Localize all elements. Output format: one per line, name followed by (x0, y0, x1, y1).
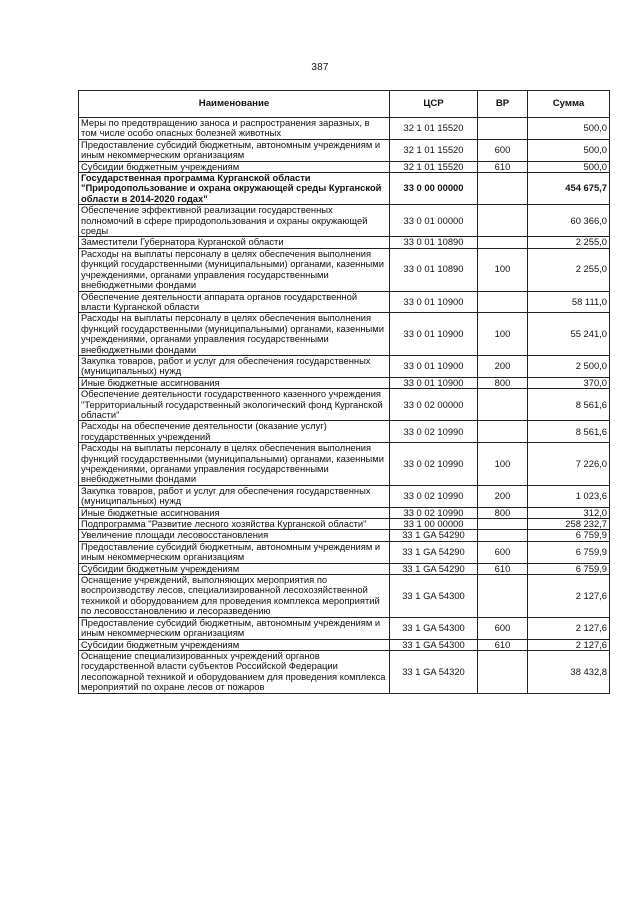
row-vr-code (478, 519, 528, 530)
row-csr-code: 33 1 GA 54290 (390, 563, 478, 574)
row-name: Субсидии бюджетным учреждениям (79, 639, 390, 650)
row-sum: 500,0 (528, 118, 610, 140)
row-sum: 6 759,9 (528, 563, 610, 574)
row-name: Государственная программа Курганской области "Природопользование и охрана окружающей среды Курганской области в 2014-2020 годах" (79, 173, 390, 205)
row-csr-code: 33 0 01 00000 (390, 205, 478, 237)
row-vr-code: 100 (478, 443, 528, 486)
row-sum: 370,0 (528, 377, 610, 388)
row-name: Меры по предотвращению заноса и распространения заразных, в том числе особо опасных болезней животных (79, 118, 390, 140)
row-name: Расходы на выплаты персоналу в целях обеспечения выполнения функций государственными (муниципальными) органами, казенными учреждениями, органами управления государственными внебюджетными фондами (79, 248, 390, 291)
row-csr-code: 33 0 02 10990 (390, 507, 478, 518)
budget-table (78, 90, 610, 694)
row-vr-code: 610 (478, 639, 528, 650)
row-sum: 2 500,0 (528, 355, 610, 377)
table-row (79, 377, 610, 388)
row-vr-code: 100 (478, 248, 528, 291)
table-row (79, 530, 610, 541)
table-row (79, 507, 610, 518)
row-name: Обеспечение эффективной реализации государственных полномочий в сфере природопользования и охраны окружающей среды (79, 205, 390, 237)
row-name: Расходы на выплаты персоналу в целях обеспечения выполнения функций государственными (муниципальными) органами, казенными учреждениями, органами управления государственными внебюджетными фондами (79, 443, 390, 486)
row-vr-code (478, 421, 528, 443)
row-sum: 500,0 (528, 161, 610, 172)
table-row (79, 355, 610, 377)
row-sum: 2 255,0 (528, 248, 610, 291)
row-vr-code: 600 (478, 139, 528, 161)
row-name: Оснащение специализированных учреждений органов государственной власти субъектов Российской Федерации лесопожарной техникой и оборудованием для проведения комплекса мероприятий по охране лесов от пожаров (79, 650, 390, 693)
table-header-row (79, 91, 610, 118)
row-name: Иные бюджетные ассигнования (79, 377, 390, 388)
row-csr-code: 32 1 01 15520 (390, 139, 478, 161)
row-vr-code (478, 118, 528, 140)
row-name: Расходы на обеспечение деятельности (оказание услуг) государственных учреждений (79, 421, 390, 443)
row-sum: 60 366,0 (528, 205, 610, 237)
row-vr-code (478, 205, 528, 237)
row-name: Предоставление субсидий бюджетным, автономным учреждениям и иным некоммерческим организациям (79, 139, 390, 161)
table-row (79, 291, 610, 313)
row-csr-code: 33 1 GA 54320 (390, 650, 478, 693)
table-row (79, 485, 610, 507)
row-vr-code: 610 (478, 161, 528, 172)
row-csr-code: 32 1 01 15520 (390, 118, 478, 140)
table-row (79, 617, 610, 639)
row-csr-code: 33 0 01 10900 (390, 355, 478, 377)
row-name: Обеспечение деятельности государственного казенного учреждения "Территориальный государственный экологический фонд Курганской области" (79, 389, 390, 421)
row-sum: 2 127,6 (528, 639, 610, 650)
row-csr-code: 32 1 01 15520 (390, 161, 478, 172)
row-vr-code: 600 (478, 617, 528, 639)
row-sum: 7 226,0 (528, 443, 610, 486)
table-row (79, 118, 610, 140)
row-csr-code: 33 0 01 10890 (390, 248, 478, 291)
row-vr-code (478, 389, 528, 421)
row-csr-code: 33 0 01 10900 (390, 377, 478, 388)
row-vr-code (478, 650, 528, 693)
table-row (79, 541, 610, 563)
row-sum: 2 127,6 (528, 617, 610, 639)
row-name: Предоставление субсидий бюджетным, автономным учреждениям и иным некоммерческим организациям (79, 617, 390, 639)
column-header-sum: Сумма (528, 91, 610, 118)
table-row (79, 313, 610, 356)
row-csr-code: 33 0 02 00000 (390, 389, 478, 421)
row-name: Заместители Губернатора Курганской области (79, 237, 390, 248)
row-csr-code: 33 0 00 00000 (390, 173, 478, 205)
row-vr-code: 200 (478, 485, 528, 507)
table-row (79, 389, 610, 421)
row-csr-code: 33 0 01 10890 (390, 237, 478, 248)
row-sum: 2 255,0 (528, 237, 610, 248)
table-row (79, 443, 610, 486)
table-row (79, 563, 610, 574)
column-header-vr: ВР (478, 91, 528, 118)
table-row (79, 650, 610, 693)
row-csr-code: 33 1 GA 54290 (390, 530, 478, 541)
row-vr-code (478, 291, 528, 313)
row-vr-code: 800 (478, 377, 528, 388)
table-row (79, 519, 610, 530)
row-sum: 2 127,6 (528, 575, 610, 618)
row-csr-code: 33 0 02 10990 (390, 443, 478, 486)
row-sum: 8 561,6 (528, 421, 610, 443)
row-csr-code: 33 0 02 10990 (390, 421, 478, 443)
row-name: Обеспечение деятельности аппарата органов государственной власти Курганской области (79, 291, 390, 313)
row-csr-code: 33 0 01 10900 (390, 313, 478, 356)
row-vr-code: 600 (478, 541, 528, 563)
row-sum: 500,0 (528, 139, 610, 161)
table-row (79, 237, 610, 248)
row-csr-code: 33 0 01 10900 (390, 291, 478, 313)
row-sum: 58 111,0 (528, 291, 610, 313)
row-name: Субсидии бюджетным учреждениям (79, 161, 390, 172)
row-vr-code (478, 530, 528, 541)
row-vr-code: 200 (478, 355, 528, 377)
row-csr-code: 33 1 GA 54300 (390, 639, 478, 650)
table-row (79, 161, 610, 172)
row-vr-code: 100 (478, 313, 528, 356)
row-csr-code: 33 1 GA 54300 (390, 575, 478, 618)
row-name: Иные бюджетные ассигнования (79, 507, 390, 518)
row-sum: 6 759,9 (528, 530, 610, 541)
row-name: Оснащение учреждений, выполняющих мероприятия по воспроизводству лесов, специализированной лесохозяйственной техникой и оборудованием для проведения комплекса мероприятий по лесовосстановлению и лесоразведению (79, 575, 390, 618)
row-sum: 312,0 (528, 507, 610, 518)
row-sum: 258 232,7 (528, 519, 610, 530)
row-name: Предоставление субсидий бюджетным, автономным учреждениям и иным некоммерческим организациям (79, 541, 390, 563)
row-name: Увеличение площади лесовосстановления (79, 530, 390, 541)
column-header-name: Наименование (79, 91, 390, 118)
row-vr-code: 800 (478, 507, 528, 518)
row-sum: 55 241,0 (528, 313, 610, 356)
table-row (79, 639, 610, 650)
column-header-csr: ЦСР (390, 91, 478, 118)
row-sum: 38 432,8 (528, 650, 610, 693)
table-row (79, 139, 610, 161)
row-name: Подпрограмма "Развитие лесного хозяйства Курганской области" (79, 519, 390, 530)
table-row (79, 205, 610, 237)
page-number: 387 (311, 62, 329, 73)
row-csr-code: 33 1 GA 54290 (390, 541, 478, 563)
row-sum: 454 675,7 (528, 173, 610, 205)
table-body (79, 118, 610, 694)
row-vr-code: 610 (478, 563, 528, 574)
table-row (79, 575, 610, 618)
row-name: Закупка товаров, работ и услуг для обеспечения государственных (муниципальных) нужд (79, 355, 390, 377)
row-csr-code: 33 1 GA 54300 (390, 617, 478, 639)
row-name: Расходы на выплаты персоналу в целях обеспечения выполнения функций государственными (муниципальными) органами, казенными учреждениями, органами управления государственными внебюджетными фондами (79, 313, 390, 356)
table-row (79, 421, 610, 443)
row-sum: 8 561,6 (528, 389, 610, 421)
row-name: Субсидии бюджетным учреждениям (79, 563, 390, 574)
row-vr-code (478, 575, 528, 618)
table-row (79, 173, 610, 205)
table-row (79, 248, 610, 291)
row-sum: 1 023,6 (528, 485, 610, 507)
row-csr-code: 33 1 00 00000 (390, 519, 478, 530)
row-csr-code: 33 0 02 10990 (390, 485, 478, 507)
row-vr-code (478, 237, 528, 248)
row-vr-code (478, 173, 528, 205)
row-name: Закупка товаров, работ и услуг для обеспечения государственных (муниципальных) нужд (79, 485, 390, 507)
row-sum: 6 759,9 (528, 541, 610, 563)
